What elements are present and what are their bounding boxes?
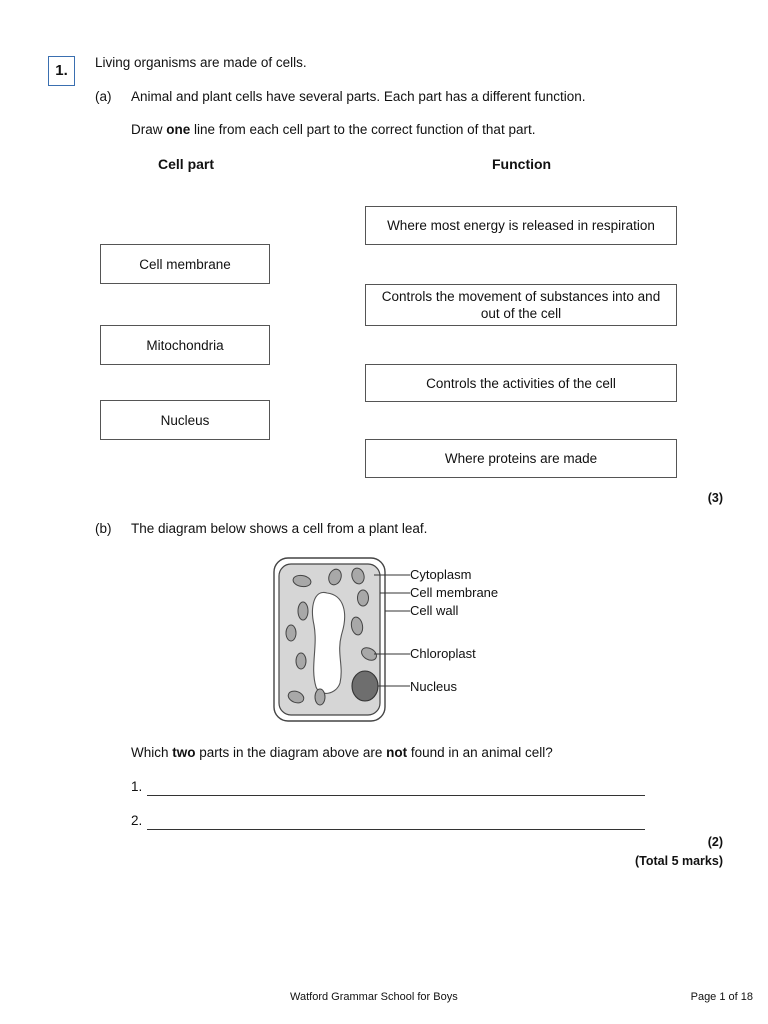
diagram-label: Cell membrane	[410, 585, 499, 600]
instruction-post: line from each cell part to the correct function of that part.	[190, 122, 536, 137]
cell-part-box[interactable]: Cell membrane	[100, 244, 270, 284]
total-marks: (Total 5 marks)	[635, 854, 723, 868]
question-mid: parts in the diagram above are	[195, 745, 387, 760]
chloroplast	[315, 689, 325, 705]
answer-1-line[interactable]	[147, 795, 645, 796]
question-post: found in an animal cell?	[407, 745, 553, 760]
part-a-label: (a)	[95, 89, 112, 104]
part-b-question	[131, 745, 553, 760]
part-a-text: Animal and plant cells have several parts. Each part has a different function.	[131, 89, 586, 104]
function-box[interactable]: Where most energy is released in respiration	[365, 206, 677, 245]
answer-2-label: 2.	[131, 813, 143, 828]
answer-2-line[interactable]	[147, 829, 645, 830]
chloroplast	[286, 625, 296, 641]
part-b-text: The diagram below shows a cell from a plant leaf.	[131, 521, 428, 536]
question-number-box: 1.	[48, 56, 75, 86]
function-box[interactable]: Controls the movement of substances into and out of the cell	[365, 284, 677, 326]
cell-part-header: Cell part	[158, 156, 215, 172]
footer-school: Watford Grammar School for Boys	[290, 991, 458, 1003]
nucleus-shape	[352, 671, 378, 701]
chloroplast	[358, 590, 369, 606]
cell-part-box[interactable]: Mitochondria	[100, 325, 270, 365]
question-bold-not: not	[386, 745, 408, 760]
function-header: Function	[492, 156, 552, 172]
part-a-instruction	[131, 122, 535, 137]
question-pre: Which	[131, 745, 173, 760]
chloroplast	[298, 602, 308, 620]
chloroplast	[296, 653, 306, 669]
diagram-label: Cytoplasm	[410, 567, 472, 582]
vacuole	[313, 592, 345, 693]
part-b-marks: (2)	[707, 835, 723, 849]
instruction-bold: one	[166, 122, 191, 137]
function-box[interactable]: Where proteins are made	[365, 439, 677, 478]
instruction-pre: Draw	[131, 122, 167, 137]
plant-cell-diagram	[270, 555, 420, 725]
diagram-label: Chloroplast	[410, 646, 476, 661]
question-intro: Living organisms are made of cells.	[95, 55, 307, 70]
part-a-marks: (3)	[707, 491, 723, 505]
diagram-label: Nucleus	[410, 679, 457, 694]
part-b-label: (b)	[95, 521, 112, 536]
question-bold-two: two	[172, 745, 196, 760]
function-box[interactable]: Controls the activities of the cell	[365, 364, 677, 402]
cell-part-box[interactable]: Nucleus	[100, 400, 270, 440]
footer-page: Page 1 of 18	[690, 991, 753, 1003]
diagram-label: Cell wall	[410, 603, 459, 618]
answer-1-label: 1.	[131, 779, 143, 794]
